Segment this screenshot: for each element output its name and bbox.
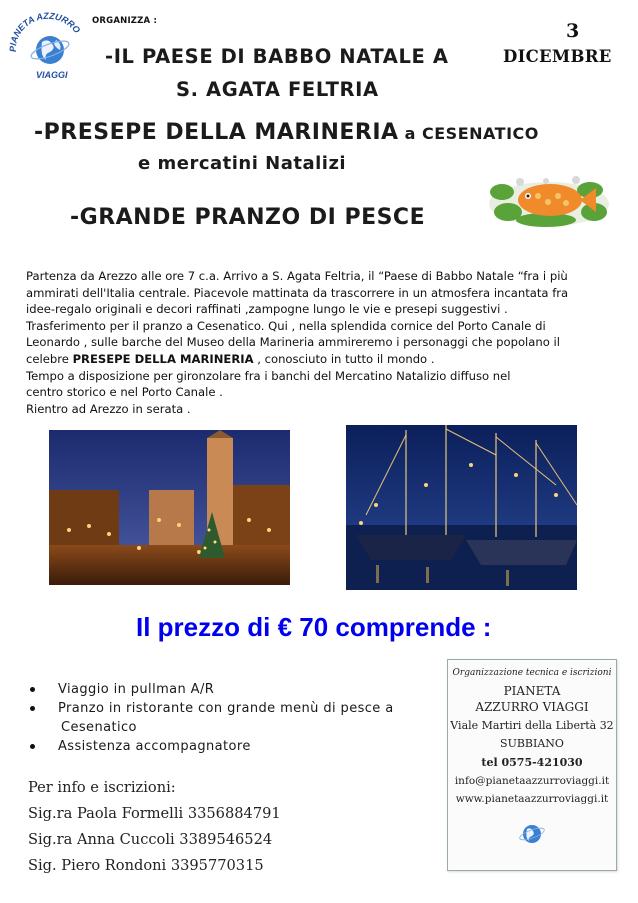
description-line: Partenza da Arezzo alle ore 7 c.a. Arrivo a S. Agata Feltria, il “Paese di Babbo Natale “fra i più [26, 269, 568, 283]
list-item-text: Assistenza accompagnatore [58, 739, 251, 754]
description-bold: PRESEPE DELLA MARINERIA [72, 351, 254, 366]
title-line-5: -GRANDE PRANZO DI PESCE [70, 205, 426, 230]
organizer-label: ORGANIZZA : [92, 16, 158, 26]
bullet-dot-icon [30, 687, 35, 692]
included-list [30, 680, 430, 756]
list-item [30, 699, 430, 737]
card-website: www.pianetaazzurroviaggi.it [455, 793, 609, 805]
svg-text:VIAGGI: VIAGGI [36, 70, 68, 80]
price-heading: Il prezzo di € 70 comprende : [136, 612, 492, 642]
list-item [30, 737, 430, 756]
title-line-1: -IL PAESE DI BABBO NATALE A [105, 45, 449, 68]
description-line: Trasferimento per il pranzo a Cesenatico. Qui , nella splendida cornice del Porto Canale di [26, 318, 546, 333]
title-presepe: -PRESEPE DELLA MARINERIA [34, 120, 399, 145]
agency-card [447, 659, 617, 871]
contact-line: Sig.ra Paola Formelli 3356884791 [28, 805, 281, 822]
card-phone: tel 0575-421030 [481, 756, 583, 769]
list-item [30, 680, 430, 699]
title-line-3 [34, 120, 539, 145]
contact-line: Sig.ra Anna Cuccoli 3389546524 [28, 831, 273, 848]
bullet-dot-icon [30, 706, 35, 711]
card-town: SUBBIANO [500, 737, 564, 750]
description-line: Tempo a disposizione per gironzolare fra i banchi del Mercatino Natalizio diffuso nel [26, 368, 511, 383]
globe-icon [29, 36, 71, 64]
card-agency-name-2: AZZURRO VIAGGI [475, 700, 589, 714]
card-organization-note: Organizzazione tecnica e iscrizioni [452, 668, 612, 678]
description-text: , conosciuto in tutto il mondo . [253, 351, 435, 366]
agency-logo [6, 8, 90, 84]
description-line: centro storico e nel Porto Canale . [26, 385, 223, 400]
event-month: DICEMBRE [503, 47, 612, 66]
list-item-text: Pranzo in ristorante con grande menù di pesce a [58, 701, 394, 716]
contact-line: Sig. Piero Rondoni 3395770315 [28, 857, 264, 874]
card-email: info@pianetaazzurroviaggi.it [454, 775, 610, 787]
card-agency-name: PIANETA [503, 684, 561, 698]
description-line: Leonardo , sulle barche del Museo della Marineria ammireremo i personaggi che popolano il [26, 335, 560, 350]
event-day: 3 [566, 20, 580, 42]
list-item-text: Cesenatico [61, 720, 137, 735]
contacts-intro: Per info e iscrizioni: [28, 779, 176, 796]
fish-dish-image [486, 172, 612, 230]
title-cesenatico: a CESENATICO [398, 124, 539, 143]
town-square-photo [49, 430, 290, 585]
title-line-4: e mercatini Natalizi [138, 153, 347, 174]
bullet-dot-icon [30, 744, 35, 749]
harbour-boats-photo [346, 425, 577, 590]
card-address: Viale Martiri della Libertà 32 [450, 719, 614, 732]
description-line: ammirati dell'Italia centrale. Piacevole mattinata da trascorrere in un atmosfera incantata fra [26, 285, 569, 300]
svg-text:PIANETA AZZURRO: PIANETA AZZURRO [7, 10, 83, 53]
globe-icon [518, 818, 546, 854]
tour-description [26, 268, 626, 417]
description-line: Rientro ad Arezzo in serata . [26, 401, 191, 416]
description-line [26, 351, 626, 368]
description-line: idee-regalo originali e decori raffinati ,zampogne lungo le vie e presepi suggestivi . [26, 302, 508, 317]
description-text: celebre [26, 351, 73, 366]
title-line-2: S. AGATA FELTRIA [176, 78, 379, 101]
contacts-block [28, 775, 281, 879]
list-item-text: Viaggio in pullman A/R [58, 682, 215, 697]
